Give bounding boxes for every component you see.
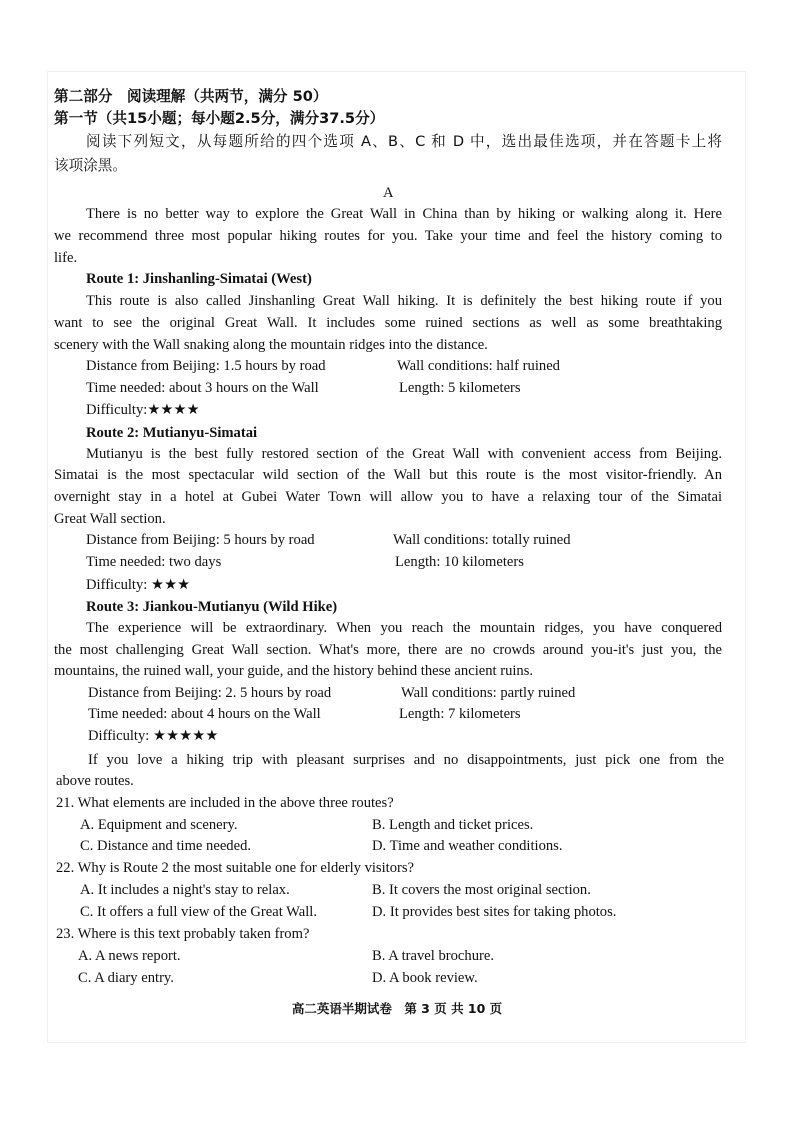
passage-intro-line: There is no better way to explore the Great Wall in China than by hiking or walking along it. Here bbox=[86, 206, 722, 222]
route-length: Length: 7 kilometers bbox=[399, 706, 521, 722]
answer-option[interactable]: C. It offers a full view of the Great Wall. bbox=[80, 904, 317, 920]
route-time: Time needed: two days bbox=[86, 554, 222, 570]
difficulty-stars-icon: ★★★ bbox=[151, 577, 191, 593]
answer-option[interactable]: C. A diary entry. bbox=[78, 970, 174, 986]
instructions-line: 阅读下列短文，从每题所给的四个选项 A、B、C 和 D 中，选出最佳选项，并在答题卡上将 bbox=[86, 133, 722, 150]
route-desc-line: Mutianyu is the best fully restored section of the Great Wall with convenient access from Beijing. bbox=[86, 446, 722, 462]
answer-option[interactable]: D. It provides best sites for taking photos. bbox=[372, 904, 617, 920]
question-stem: 22. Why is Route 2 the most suitable one for elderly visitors? bbox=[56, 860, 415, 876]
answer-option[interactable]: B. It covers the most original section. bbox=[372, 882, 591, 898]
passage-intro-line: life. bbox=[54, 250, 78, 266]
answer-option[interactable]: C. Distance and time needed. bbox=[80, 838, 252, 854]
route-desc-line: Simatai is the most spectacular wild section of the Wall but this route is the most visitor-friendly. An bbox=[54, 467, 722, 483]
route-length: Length: 5 kilometers bbox=[399, 380, 521, 396]
answer-option[interactable]: B. Length and ticket prices. bbox=[372, 817, 534, 833]
route-desc-line: overnight stay in a hotel at Gubei Water Town will allow you to have a relaxing tour of the Simatai bbox=[54, 489, 722, 505]
answer-option[interactable]: D. A book review. bbox=[372, 970, 478, 986]
route-desc-line: scenery with the Wall snaking along the mountain ridges into the distance. bbox=[54, 337, 488, 353]
passage-letter: A bbox=[383, 185, 394, 201]
difficulty-label: Difficulty: bbox=[86, 402, 148, 418]
route-desc-line: want to see the original Great Wall. It includes some ruined sections as well as some breathtaking bbox=[54, 315, 722, 331]
route-desc-line: the most challenging Great Wall section. What's more, there are no crowds around you-it's just you, the bbox=[54, 642, 722, 658]
route-time: Time needed: about 4 hours on the Wall bbox=[88, 706, 321, 722]
passage-closing-line: If you love a hiking trip with pleasant surprises and no disappointments, just pick one from the bbox=[88, 752, 724, 768]
route-conditions: Wall conditions: half ruined bbox=[397, 358, 560, 374]
part-title: 第二部分 阅读理解（共两节，满分 50） bbox=[54, 88, 328, 105]
route-title: Route 1: Jinshanling-Simatai (West) bbox=[86, 271, 312, 287]
route-distance: Distance from Beijing: 1.5 hours by road bbox=[86, 358, 326, 374]
difficulty-label: Difficulty: bbox=[88, 728, 150, 744]
route-difficulty bbox=[86, 576, 190, 594]
answer-option[interactable]: A. It includes a night's stay to relax. bbox=[80, 882, 290, 898]
answer-option[interactable]: D. Time and weather conditions. bbox=[372, 838, 563, 854]
route-title: Route 2: Mutianyu-Simatai bbox=[86, 425, 258, 441]
route-time: Time needed: about 3 hours on the Wall bbox=[86, 380, 319, 396]
route-desc-line: The experience will be extraordinary. When you reach the mountain ridges, you have conquered bbox=[86, 620, 722, 636]
difficulty-stars-icon: ★★★★ bbox=[147, 402, 200, 418]
answer-option[interactable]: A. A news report. bbox=[78, 948, 181, 964]
route-distance: Distance from Beijing: 2. 5 hours by road bbox=[88, 685, 332, 701]
route-title: Route 3: Jiankou-Mutianyu (Wild Hike) bbox=[86, 599, 338, 615]
section-title: 第一节（共15小题；每小题2.5分，满分37.5分） bbox=[54, 110, 385, 127]
passage-intro-line: we recommend three most popular hiking routes for you. Take your time and feel the history coming to bbox=[54, 228, 722, 244]
route-desc-line: This route is also called Jinshanling Great Wall hiking. It is definitely the best hiking route if you bbox=[86, 293, 722, 309]
difficulty-label: Difficulty: bbox=[86, 577, 148, 593]
route-desc-line: Great Wall section. bbox=[54, 511, 166, 527]
route-distance: Distance from Beijing: 5 hours by road bbox=[86, 532, 315, 548]
route-conditions: Wall conditions: totally ruined bbox=[393, 532, 571, 548]
answer-option[interactable]: A. Equipment and scenery. bbox=[80, 817, 238, 833]
question-stem: 21. What elements are included in the above three routes? bbox=[56, 795, 394, 811]
route-difficulty bbox=[88, 727, 218, 745]
route-difficulty bbox=[86, 401, 200, 419]
passage-closing-line: above routes. bbox=[56, 773, 134, 789]
route-desc-line: mountains, the ruined wall, your guide, and the history behind these ancient ruins. bbox=[54, 663, 534, 679]
question-stem: 23. Where is this text probably taken from? bbox=[56, 926, 310, 942]
route-length: Length: 10 kilometers bbox=[395, 554, 524, 570]
route-conditions: Wall conditions: partly ruined bbox=[401, 685, 576, 701]
page-footer: 高二英语半期试卷 第 3 页 共 10 页 bbox=[291, 1001, 503, 1016]
instructions-line: 该项涂黑。 bbox=[54, 157, 127, 174]
answer-option[interactable]: B. A travel brochure. bbox=[372, 948, 494, 964]
difficulty-stars-icon: ★★★★★ bbox=[153, 728, 219, 744]
